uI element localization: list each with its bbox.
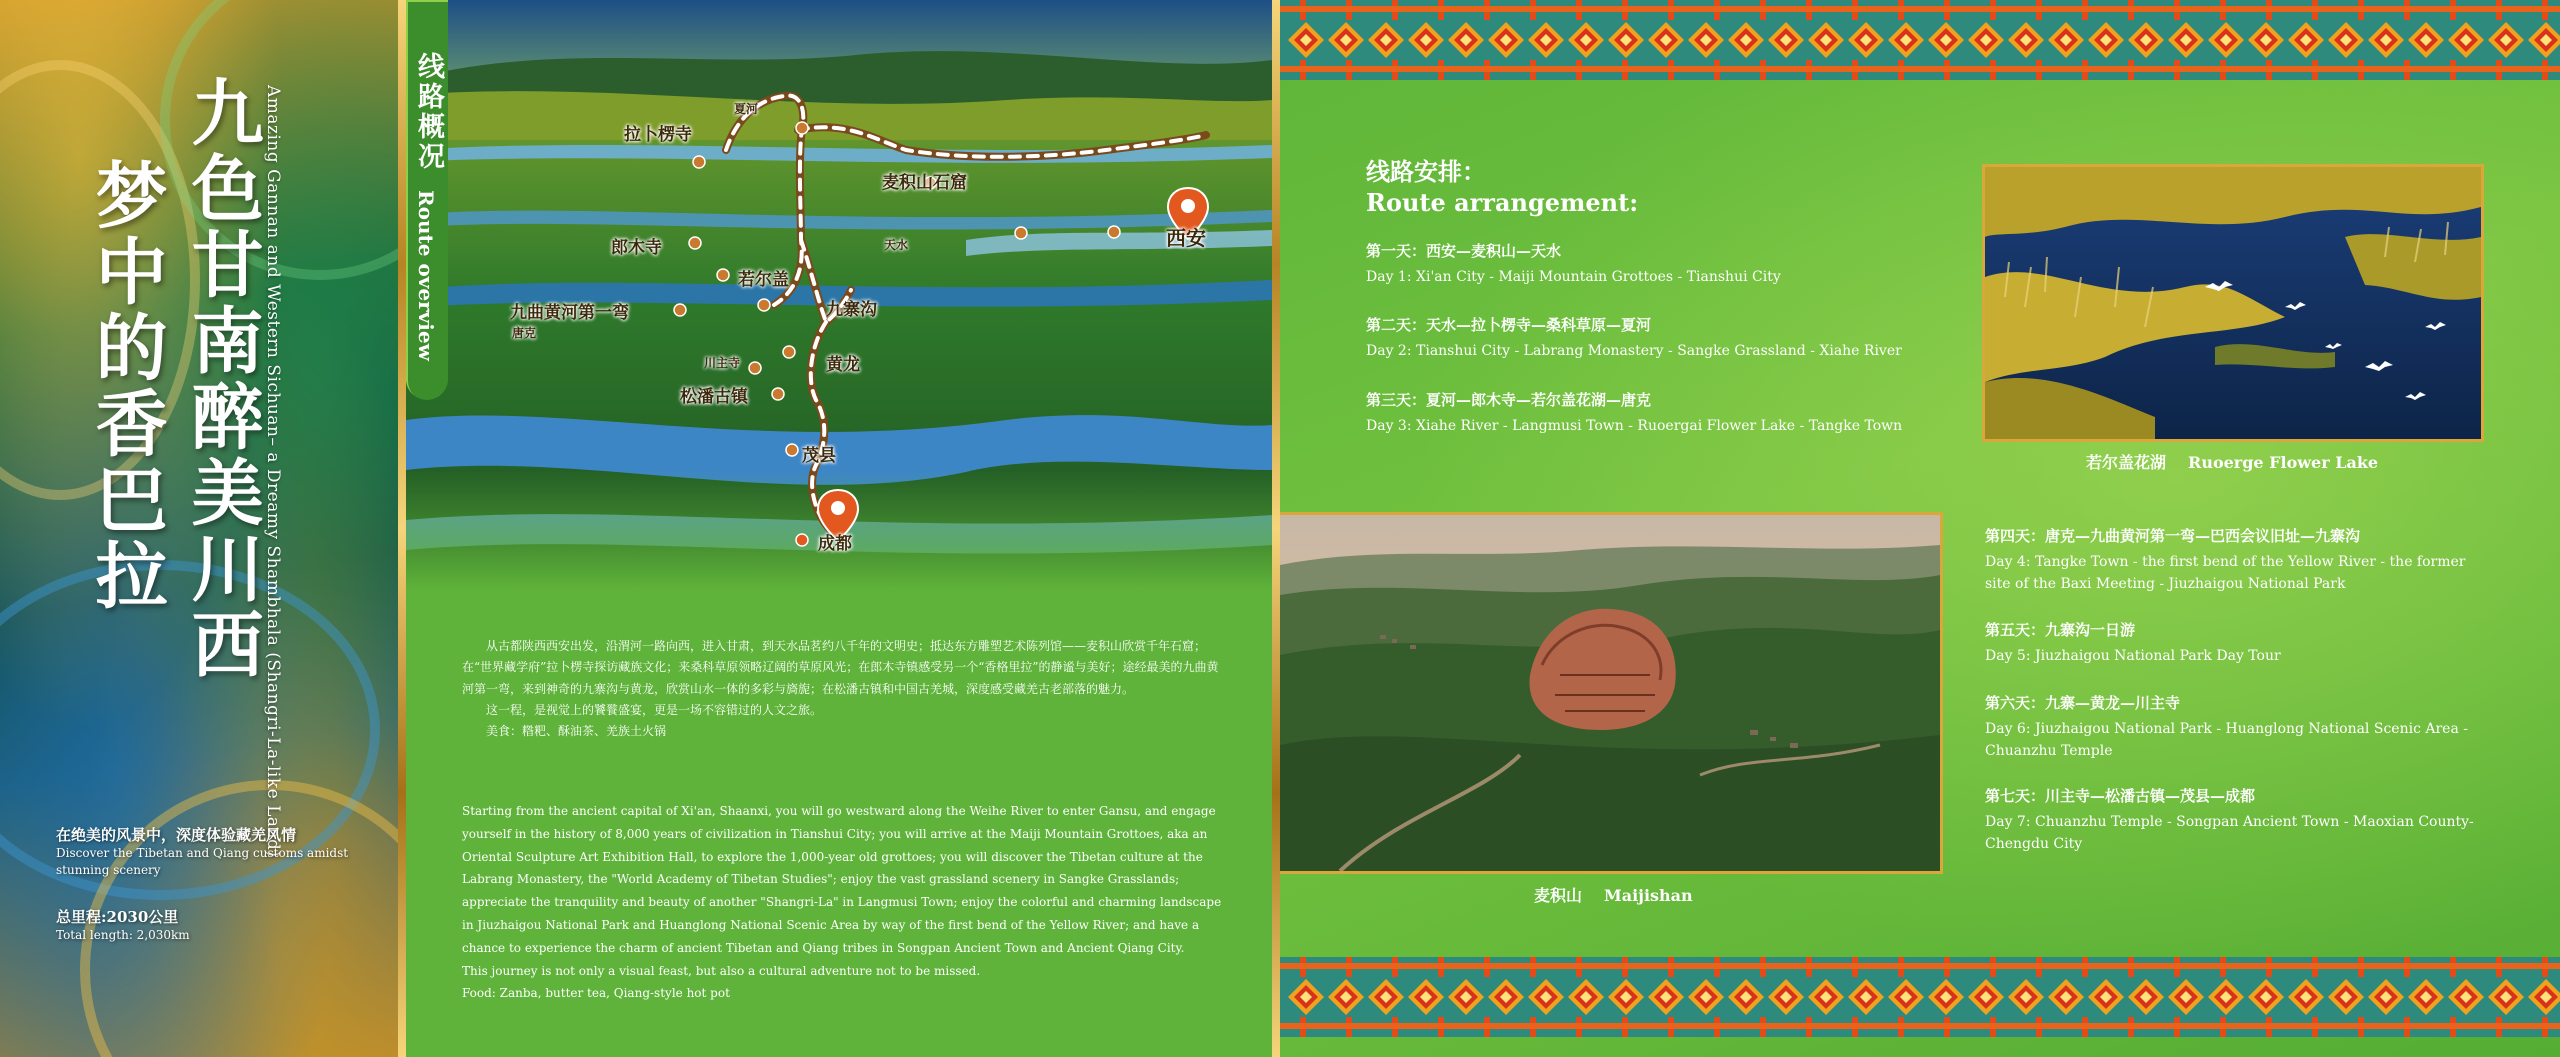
- cover-title-col1: 九色甘南醉美川西: [179, 75, 265, 683]
- band-stripe: [1280, 1023, 2560, 1029]
- tab-title-en: Route overview: [414, 190, 438, 361]
- cover-subtitle-en: Amazing Gannan and Western Sichuan– a Dreamy Shambhala (Shangri-La-like Land): [263, 85, 283, 858]
- day-zh: 第三天：夏河—郎木寺—若尔盖花湖—唐克: [1366, 391, 1652, 409]
- intro-en-paragraph: This journey is not only a visual feast, but also a cultural adventure not to be missed.: [462, 963, 981, 978]
- ethnic-pattern-band-top: [1280, 0, 2560, 80]
- day-en: Day 5: Jiuzhaigou National Park Day Tour: [1985, 648, 2281, 664]
- overview-panel: [406, 0, 1272, 1057]
- day-item: [1366, 314, 1926, 362]
- day-en: Day 1: Xi'an City - Maiji Mountain Grottoes - Tianshui City: [1366, 269, 1781, 285]
- day-item: [1985, 692, 2495, 763]
- day-en: Day 6: Jiuzhaigou National Park - Huanglong National Scenic Area - Chuanzhu Temple: [1985, 721, 2468, 760]
- day-zh: 第六天：九寨—黄龙—川主寺: [1985, 694, 2181, 712]
- intro-en-paragraph: Food: Zanba, butter tea, Qiang-style hot pot: [462, 986, 730, 1001]
- diamond-row: [1286, 20, 2560, 60]
- map-label-jiuqu: 九曲黄河第一弯: [510, 303, 629, 323]
- photo-maijishan: [1280, 512, 1943, 874]
- diamond-pattern: [1286, 977, 2560, 1017]
- day-en: Day 2: Tianshui City - Labrang Monastery - Sangke Grassland - Xiahe River: [1366, 343, 1902, 359]
- cover-title-col2: 梦中的香巴拉: [83, 158, 169, 614]
- caption-lake-en: Ruoerge Flower Lake: [2188, 453, 2379, 472]
- day-zh: 第七天：川主寺—松潘古镇—茂县—成都: [1985, 787, 2256, 805]
- caption-lake: [2086, 450, 2378, 473]
- gold-divider: [1272, 0, 1280, 1057]
- stop-jiuzhai: [758, 299, 770, 311]
- map-label-maoxian: 茂县: [802, 446, 836, 466]
- map-label-xian: 西安: [1166, 226, 1206, 250]
- arrangement-panel: [1280, 0, 2560, 1057]
- caption-lake-zh: 若尔盖花湖: [2086, 453, 2167, 472]
- stop-tianshui: [1015, 227, 1027, 239]
- intro-zh-paragraph: 这一程，是视觉上的饕餮盛宴，更是一场不容错过的人文之旅。: [486, 703, 823, 718]
- mileage-en: Total length: 2,030km: [56, 928, 190, 942]
- map-label-tianshui: 天水: [884, 238, 909, 252]
- tagline-zh: 在绝美的风景中，深度体验藏羌风情: [56, 826, 297, 844]
- maijishan-photo-image: [1280, 515, 1940, 871]
- caption-maiji-zh: 麦积山: [1534, 886, 1583, 905]
- stop-songpan: [772, 388, 784, 400]
- day-item: [1985, 525, 2495, 596]
- gold-divider: [398, 0, 406, 1057]
- intro-zh: [462, 636, 1222, 743]
- intro-zh-paragraph: 从古都陕西西安出发，沿渭河一路向西，进入甘肃，到天水品茗约八千年的文明史；抵达东方雕塑艺术陈列馆——麦积山欣赏千年石窟；在“世界藏学府”拉卜楞寺探访藏族文化；来桑科草原领略辽阔的草原风光；在郎木寺镇感受另一个“香格里拉”的静谧与美好；途经最美的九曲黄河第一弯，来到神奇的九寨沟与黄龙，欣赏山水一体的多彩与旖旎；在松潘古镇和中国古羌城，深度感受藏羌古老部落的魅力。: [462, 639, 1219, 696]
- stop-chengdu: [796, 534, 808, 546]
- day-zh: 第四天：唐克—九曲黄河第一弯—巴西会议旧址—九寨沟: [1985, 527, 2361, 545]
- stop-xian: [1108, 226, 1120, 238]
- map-label-chengdu: 成都: [818, 534, 852, 554]
- day-item: [1985, 619, 2495, 667]
- day-item: [1366, 389, 1926, 437]
- caption-maiji-en: Maijishan: [1604, 886, 1693, 905]
- intro-en-paragraph: Starting from the ancient capital of Xi'an, Shaanxi, you will go westward along the Weihe River to enter Gansu, and engage yourself in the history of 8,000 years of civilization in Tianshui City; you will arrive at the Maiji Mountain Grottoes, aka an Oriental Sculpture Art Exhibition Hall, to explore the 1,000-year old grottoes; you will discover the Tibetan culture at the Labrang Monastery, the "World Academy of Tibetan Studies"; enjoy the vast grassland scenery in Sangke Grasslands; appreciate the tranquility and beauty of another "Shangri-La" in Langmusi Town; enjoy the colorful and charming landscape in Jiuzhaigou National Park and Huanglong National Scenic Area by way of the first bend of the Yellow River; and have a chance to experience the charm of ancient Tibetan and Qiang tribes in Songpan Ancient Town and Ancient Qiang City.: [462, 804, 1222, 955]
- day-item: [1985, 785, 2495, 856]
- map-label-ruoergai: 若尔盖: [738, 270, 789, 290]
- stop-xiahe: [796, 122, 808, 134]
- cover-panel: [0, 0, 398, 1057]
- band-stripe: [1280, 963, 2560, 969]
- intro-zh-paragraph: 美食：糌粑、酥油茶、羌族土火锅: [486, 724, 667, 739]
- band-stripe: [1280, 66, 2560, 72]
- stop-maoxian: [786, 444, 798, 456]
- route-overview-tab: [406, 0, 448, 400]
- tab-title-zh: 线路概况: [413, 52, 444, 172]
- map-label-langmu: 郎木寺: [611, 238, 662, 258]
- day-en: Day 7: Chuanzhu Temple - Songpan Ancient Town - Maoxian County- Chengdu City: [1985, 814, 2474, 853]
- cover-tagline: [56, 824, 356, 879]
- map-label-huanglong: 黄龙: [826, 355, 860, 375]
- map-label-jiuzhai: 九寨沟: [826, 300, 877, 320]
- diamond-row: [1286, 977, 2560, 1017]
- lake-photo-image: [1985, 167, 2481, 439]
- map-label-chuanzhu: 川主寺: [704, 356, 741, 370]
- intro-en: [462, 800, 1232, 1005]
- photo-ruoergai-lake: [1982, 164, 2484, 442]
- map-label-xiahe: 夏河: [734, 102, 759, 116]
- cover-mileage: [56, 906, 356, 944]
- map-label-maiji: 麦积山石窟: [882, 173, 967, 193]
- arrangement-title: [1366, 157, 1638, 218]
- stop-huanglong: [783, 346, 795, 358]
- day-en: Day 4: Tangke Town - the first bend of the Yellow River - the former site of the Baxi Meeting - Jiuzhaigou National Park: [1985, 554, 2466, 593]
- day-zh: 第一天：西安—麦积山—天水: [1366, 242, 1562, 260]
- band-stripe: [1280, 6, 2560, 12]
- day-item: [1366, 240, 1926, 288]
- stop-labuleng: [693, 156, 705, 168]
- ethnic-pattern-band-bottom: [1280, 957, 2560, 1037]
- stop-jiuqu: [674, 304, 686, 316]
- tagline-en: Discover the Tibetan and Qiang customs amidst stunning scenery: [56, 846, 349, 877]
- map-label-songpan: 松潘古镇: [680, 387, 748, 407]
- stop-ruoergai: [717, 269, 729, 281]
- mileage-zh: 总里程:2030公里: [56, 908, 179, 926]
- caption-maijishan: [1534, 883, 1693, 906]
- day-zh: 第五天：九寨沟一日游: [1985, 621, 2136, 639]
- arrangement-title-zh: 线路安排：: [1366, 157, 1486, 186]
- stop-chuanzhu: [749, 362, 761, 374]
- diamond-pattern: [1286, 20, 2560, 60]
- day-en: Day 3: Xiahe River - Langmusi Town - Ruoergai Flower Lake - Tangke Town: [1366, 418, 1903, 434]
- map-label-tangke: 唐克: [512, 326, 537, 340]
- arrangement-title-en: Route arrangement:: [1366, 187, 1639, 217]
- stop-langmu: [689, 237, 701, 249]
- day-zh: 第二天：天水—拉卜楞寺—桑科草原—夏河: [1366, 316, 1652, 334]
- map-label-labuleng: 拉卜楞寺: [624, 125, 692, 145]
